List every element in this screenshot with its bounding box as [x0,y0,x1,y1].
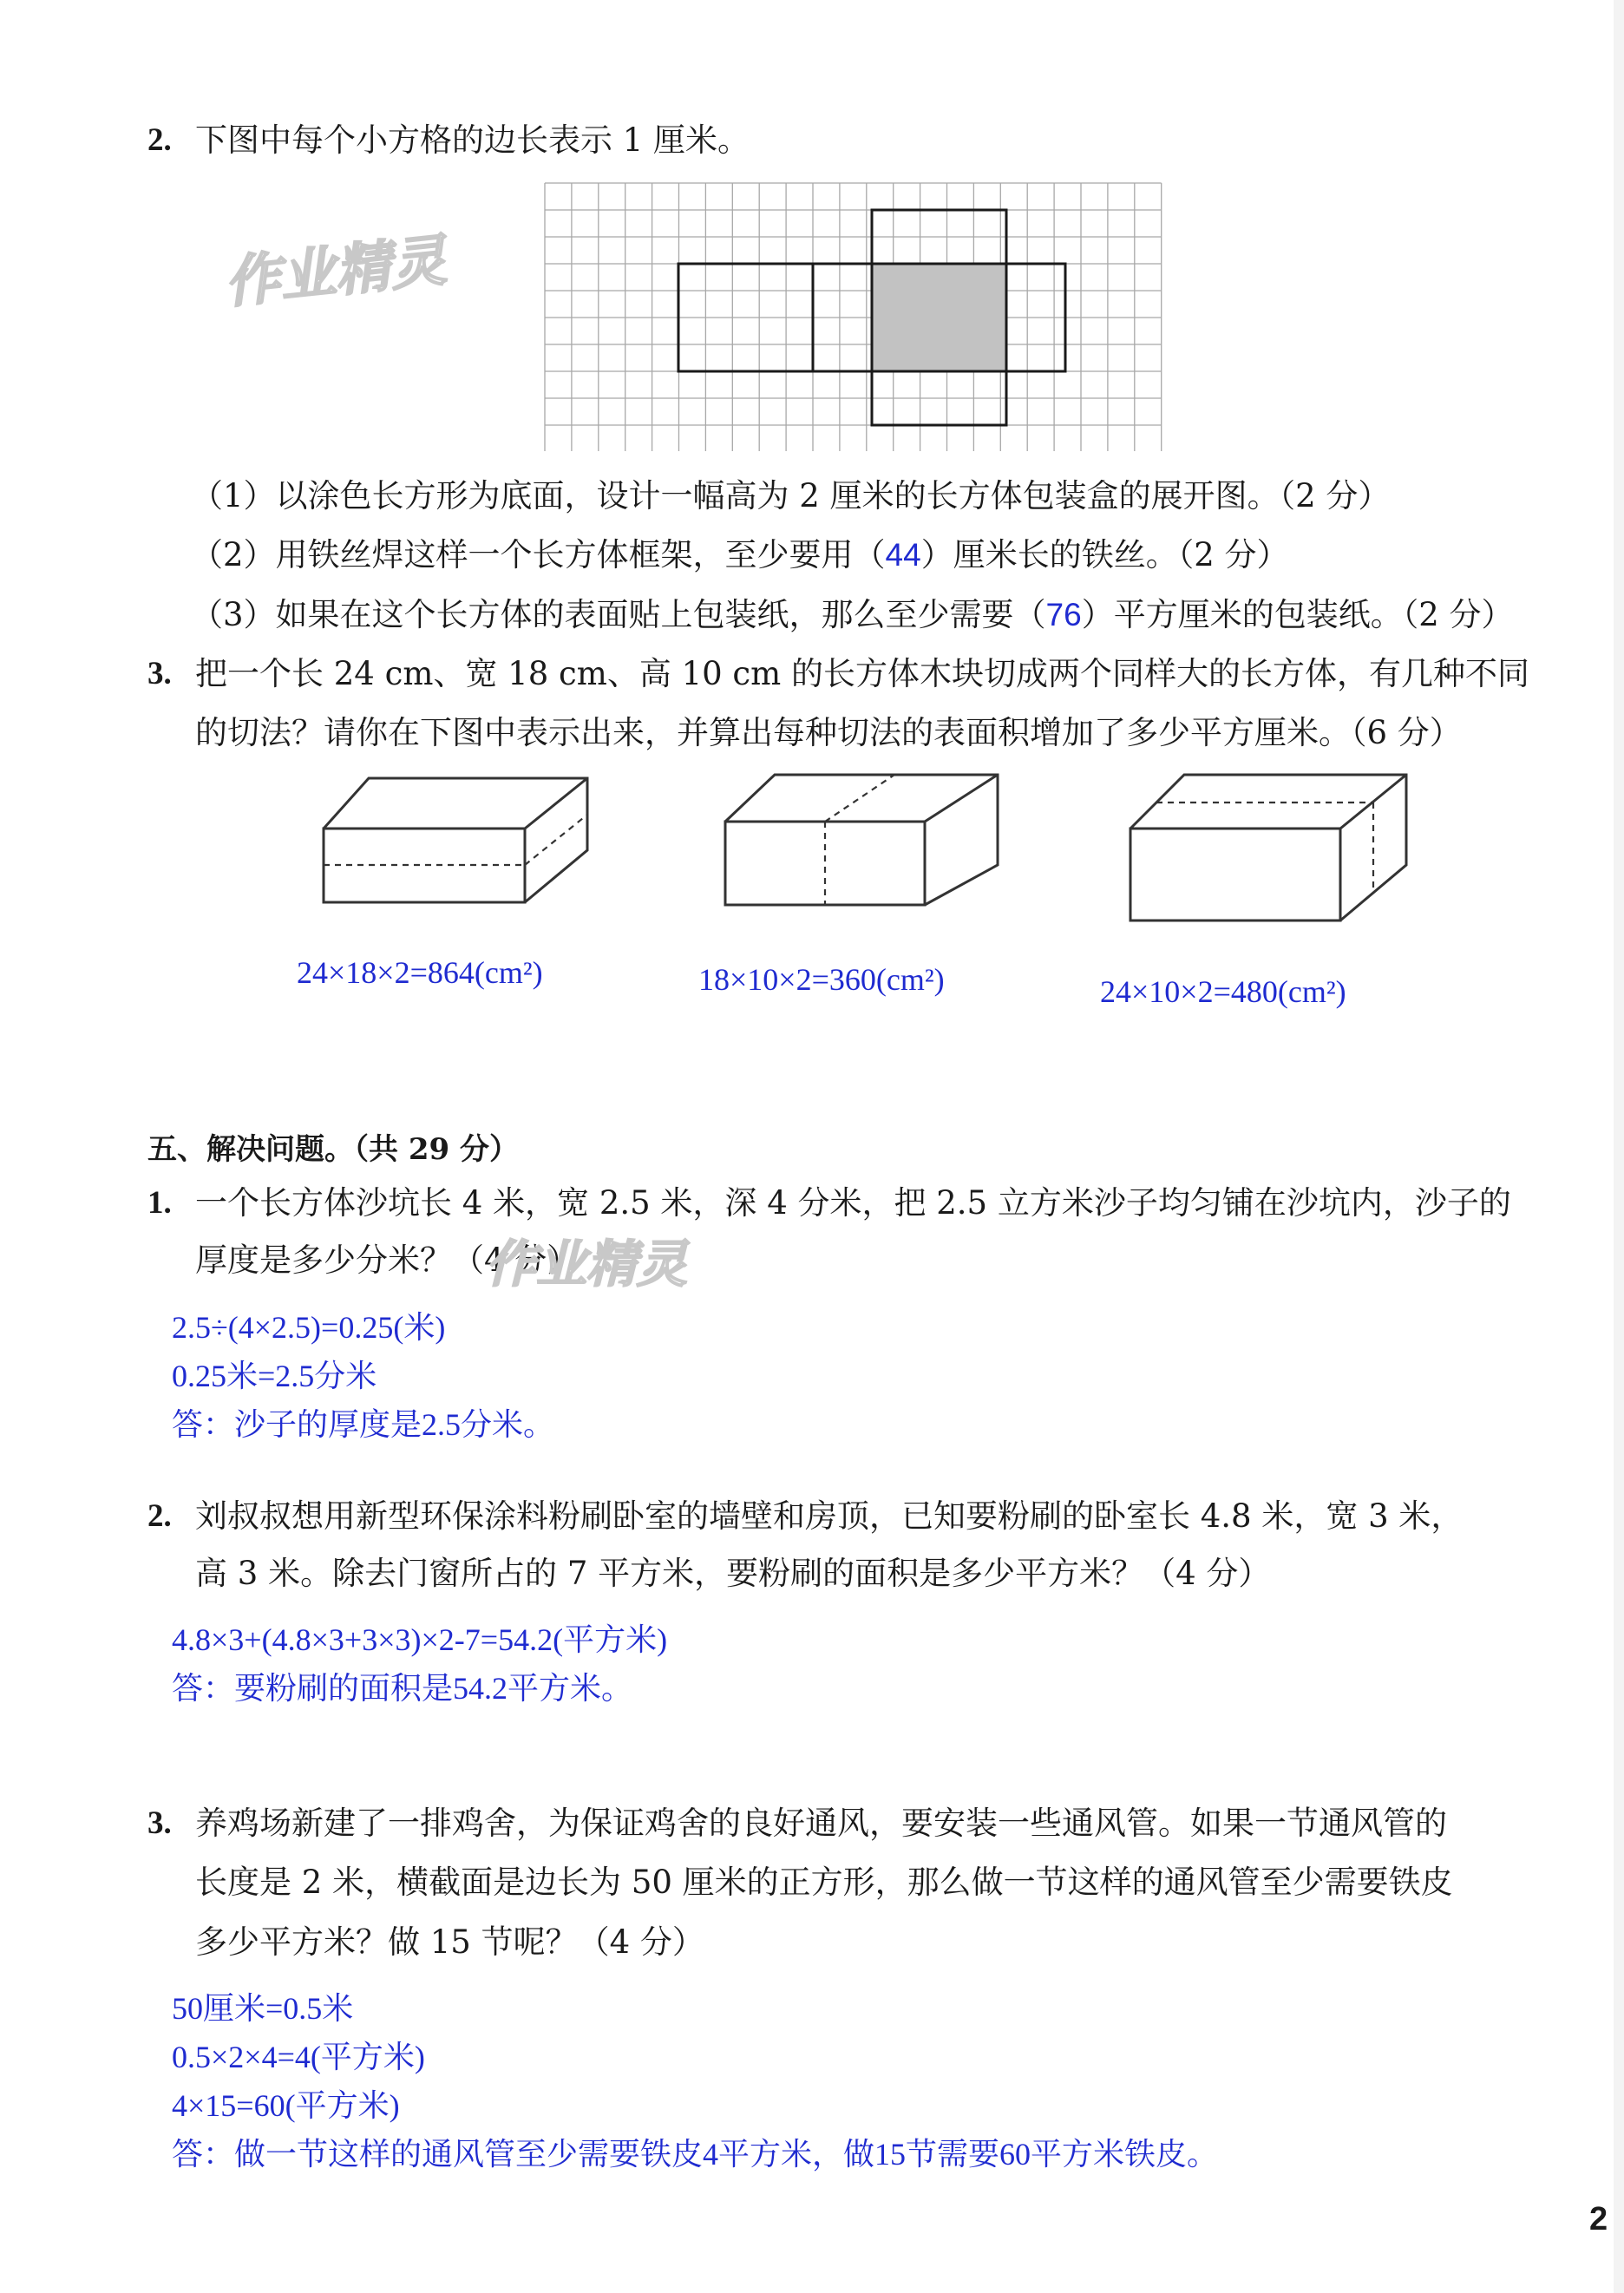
question-text-line: 的切法？请你在下图中表示出来，并算出每种切法的表面积增加了多少平方厘米。（6 分） [195,714,1462,751]
question-number: 1. [147,1185,172,1221]
cuboid-cut-horizontal [317,768,594,911]
solution-line: 4.8×3+(4.8×3+3×3)×2-7=54.2(平方米) [172,1622,668,1657]
question-text-line: 刘叔叔想用新型环保涂料粉刷卧室的墙壁和房顶，已知要粉刷的卧室长 4.8 米，宽 3 米， [195,1497,1464,1535]
question-number: 3. [147,1805,172,1841]
solution-line: 0.5×2×4=4(平方米) [172,2040,425,2074]
section-title: 五、解决问题。（共 29 分） [147,1132,519,1167]
watermark-logo: 作业精灵 [221,228,449,317]
grid-lines [545,183,1162,451]
solution-line: 0.25米=2.5分米 [172,1359,377,1393]
solution-line: 4×15=60(平方米) [172,2088,400,2123]
question-text-line: 高 3 米。除去门窗所占的 7 平方米，要粉刷的面积是多少平方米？（4 分） [195,1555,1271,1592]
question-number: 2. [147,1498,172,1534]
shaded-base-rectangle [872,264,1006,371]
solution-line: 2.5÷(4×2.5)=0.25(米) [172,1310,446,1345]
question-stem: 下图中每个小方格的边长表示 1 厘米。 [195,121,750,159]
sub-question-1: （1）以涂色长方形为底面，设计一幅高为 2 厘米的长方体包装盒的展开图。（2 分） [191,477,1391,514]
answer-fill-76: 76 [1045,597,1082,632]
sub-question-3: （3）如果在这个长方体的表面贴上包装纸，那么至少需要（76）平方厘米的包装纸。（2 分） [191,596,1514,633]
question-number: 2. [147,122,172,158]
question-text-line: 长度是 2 米，横截面是边长为 50 厘米的正方形，那么做一节这样的通风管至少需要铁皮 [195,1864,1453,1901]
question-text-line: 把一个长 24 cm、宽 18 cm、高 10 cm 的长方体木块切成两个同样大的长方体，有几种不同 [195,655,1529,692]
question-text-line: 厚度是多少分米？（4 分） [195,1241,580,1279]
question-text-line: 一个长方体沙坑长 4 米，宽 2.5 米，深 4 分米，把 2.5 立方米沙子均匀铺在沙坑内，沙子的 [195,1184,1511,1222]
solution-answer: 答：要粉刷的面积是54.2平方米。 [172,1671,633,1706]
question-text-line: 养鸡场新建了一排鸡舍，为保证鸡舍的良好通风，要安装一些通风管。如果一节通风管的 [195,1805,1447,1842]
grid-diagram [540,180,1168,451]
page-number: 2 [1589,2201,1608,2237]
cuboid-cut-vertical-width [718,768,1005,911]
solution-answer: 答：沙子的厚度是2.5分米。 [172,1407,555,1442]
solution-answer: 答：做一节这样的通风管至少需要铁皮4平方米，做15节需要60平方米铁皮。 [172,2137,1219,2172]
watermark-logo: 作业精灵 [486,1235,688,1294]
page-edge [1614,0,1624,2293]
solution-line: 50厘米=0.5米 [172,1991,354,2026]
sub-question-2: （2）用铁丝焊这样一个长方体框架，至少要用（44）厘米长的铁丝。（2 分） [191,536,1289,573]
question-text-line: 多少平方米？做 15 节呢？（4 分） [195,1923,704,1961]
answer-cut-2: 18×10×2=360(cm²) [698,962,945,997]
answer-cut-3: 24×10×2=480(cm²) [1100,974,1346,1009]
cuboid-cut-vertical-length [1123,768,1414,928]
answer-fill-44: 44 [885,537,921,573]
question-number: 3. [147,656,172,691]
answer-cut-1: 24×18×2=864(cm²) [297,955,543,990]
